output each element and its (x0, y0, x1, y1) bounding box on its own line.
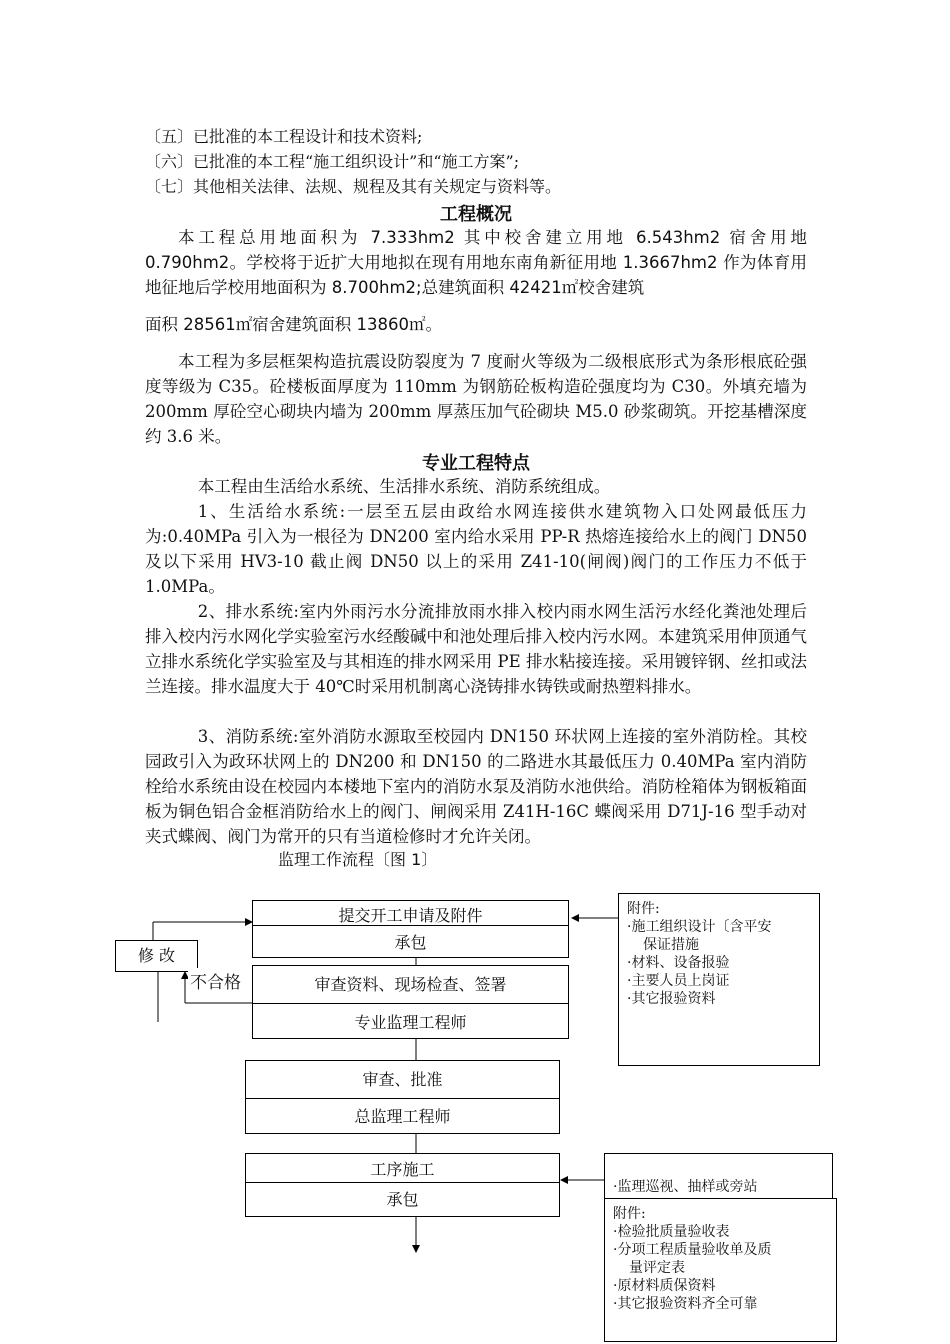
fail-label: 不合格 (188, 968, 243, 993)
feature-fire-protection: 3、消防系统:室外消防水源取至校园内 DN150 环状网上连接的室外消防栓。其校园政引入为政环状网上的 DN200 和 DN150 的二路进水其最低压力 0.40MPa 室内消防栓给水系统由设在校园内本楼地下室内的消防水泵及消防水池供给。消防栓箱体为钢板箱面板为铜色铝合金框消防给水上的阀门、闸阀采用 Z41H-16C 蝶阀采用 D71J-16 型手动对夹式蝶阀、阀门为常开的只有当道检修时才允许关闭。 (145, 727, 807, 846)
inspection-note: ·监理巡视、抽样或旁站 (613, 1179, 758, 1195)
flow-caption: 监理工作流程〔图 1〕 (278, 850, 438, 869)
contractor-label-2: 承包 (386, 1190, 419, 1209)
overview-paragraph-2: 本工程为多层框架构造抗震设防裂度为 7 度耐火等级为二级根底形式为条形根底砼强度等级为 C35。砼楼板面厚度为 110mm 为钢筋砼板构造砼强度均为 C30。外填充墙为 200mm 厚砼空心砌块内墙为 200mm 厚蒸压加气砼砌块 M5.0 砂浆砌筑。开挖基槽深度约 3.6 米。 (145, 352, 807, 446)
feature-water-supply: 1、生活给水系统:一层至五层由政给水网连接供水建筑物入口处网最低压力为:0.40MPa 引入为一根径为 DN200 室内给水采用 PP-R 热熔连接给水上的阀门 DN50 及以下采用 HV3-10 截止阀 DN50 以上的采用 Z41-10(闸阀)阀门的工作压力不低于 1.0MPa。 (145, 502, 807, 596)
features-title: 专业工程特点 (422, 453, 530, 474)
contractor-label-1: 承包 (394, 933, 427, 952)
overview-title: 工程概况 (440, 204, 512, 225)
attachment-2-item: 量评定表 (629, 1260, 685, 1276)
attachment-1-item: ·施工组织设计〔含平安 (627, 919, 772, 935)
attachment-1-item: ·其它报验资料 (627, 991, 716, 1007)
attachment-2-item: ·原材料质保资料 (613, 1278, 716, 1294)
modify-box: 修 改 (115, 940, 198, 972)
attachment-1-item: ·材料、设备报验 (627, 955, 730, 971)
approval-label: 审查、批准 (362, 1070, 443, 1089)
construction-box (245, 1153, 560, 1217)
specialist-engineer-label: 专业监理工程师 (354, 1013, 467, 1032)
attachment-1-item: ·主要人员上岗证 (627, 973, 730, 989)
attachment-box-1 (618, 893, 820, 1066)
submit-application-label: 提交开工申请及附件 (338, 906, 483, 925)
review-box (252, 965, 569, 1039)
attachment-2-title: 附件: (613, 1206, 646, 1222)
overview-paragraph-1: 本工程总用地面积为 7.333hm2 其中校舍建立用地 6.543hm2 宿舍用地 0.790hm2。学校将于近扩大用地拟在现有用地东南角新征用地 1.3667hm2 作为体育用地征地后学校用地面积为 8.700hm2;总建筑面积 42421㎡校舍建筑 (145, 228, 807, 297)
approval-box (245, 1060, 560, 1134)
basis-item-5: 〔五〕已批准的本工程设计和技术资料; (145, 127, 423, 146)
attachment-2-item: ·检验批质量验收表 (613, 1224, 730, 1240)
basis-item-6: 〔六〕已批准的本工程“施工组织设计”和“施工方案”; (145, 152, 520, 171)
attachment-box-2 (604, 1198, 837, 1342)
feature-drainage: 2、排水系统:室内外雨污水分流排放雨水排入校内雨水网生活污水经化粪池处理后排入校内污水网化学实验室污水经酸碱中和池处理后排入校内污水网。本建筑采用伸顶通气立排水系统化学实验室及与其相连的排水网采用 PE 排水粘接连接。采用镀锌钢、丝扣或法兰连接。排水温度大于 40℃时采用机制离心浇铸排水铸铁或耐热塑料排水。 (145, 602, 807, 696)
review-label: 审查资料、现场检查、签署 (314, 975, 507, 994)
chief-engineer-label: 总监理工程师 (354, 1107, 451, 1126)
attachment-1-item: 保证措施 (643, 937, 699, 953)
attachment-1-title: 附件: (627, 901, 660, 917)
inspection-note-box (604, 1153, 833, 1199)
construction-label: 工序施工 (370, 1160, 435, 1179)
attachment-2-item: ·分项工程质量验收单及质 (613, 1242, 772, 1258)
overview-paragraph-1-end: 面积 28561㎡宿舍建筑面积 13860㎡。 (145, 315, 442, 334)
basis-item-7: 〔七〕其他相关法律、法规、规程及其有关规定与资料等。 (145, 177, 562, 196)
submit-application-box (252, 900, 569, 958)
features-intro: 本工程由生活给水系统、生活排水系统、消防系统组成。 (197, 477, 611, 496)
attachment-2-item: ·其它报验资料齐全可靠 (613, 1296, 758, 1312)
